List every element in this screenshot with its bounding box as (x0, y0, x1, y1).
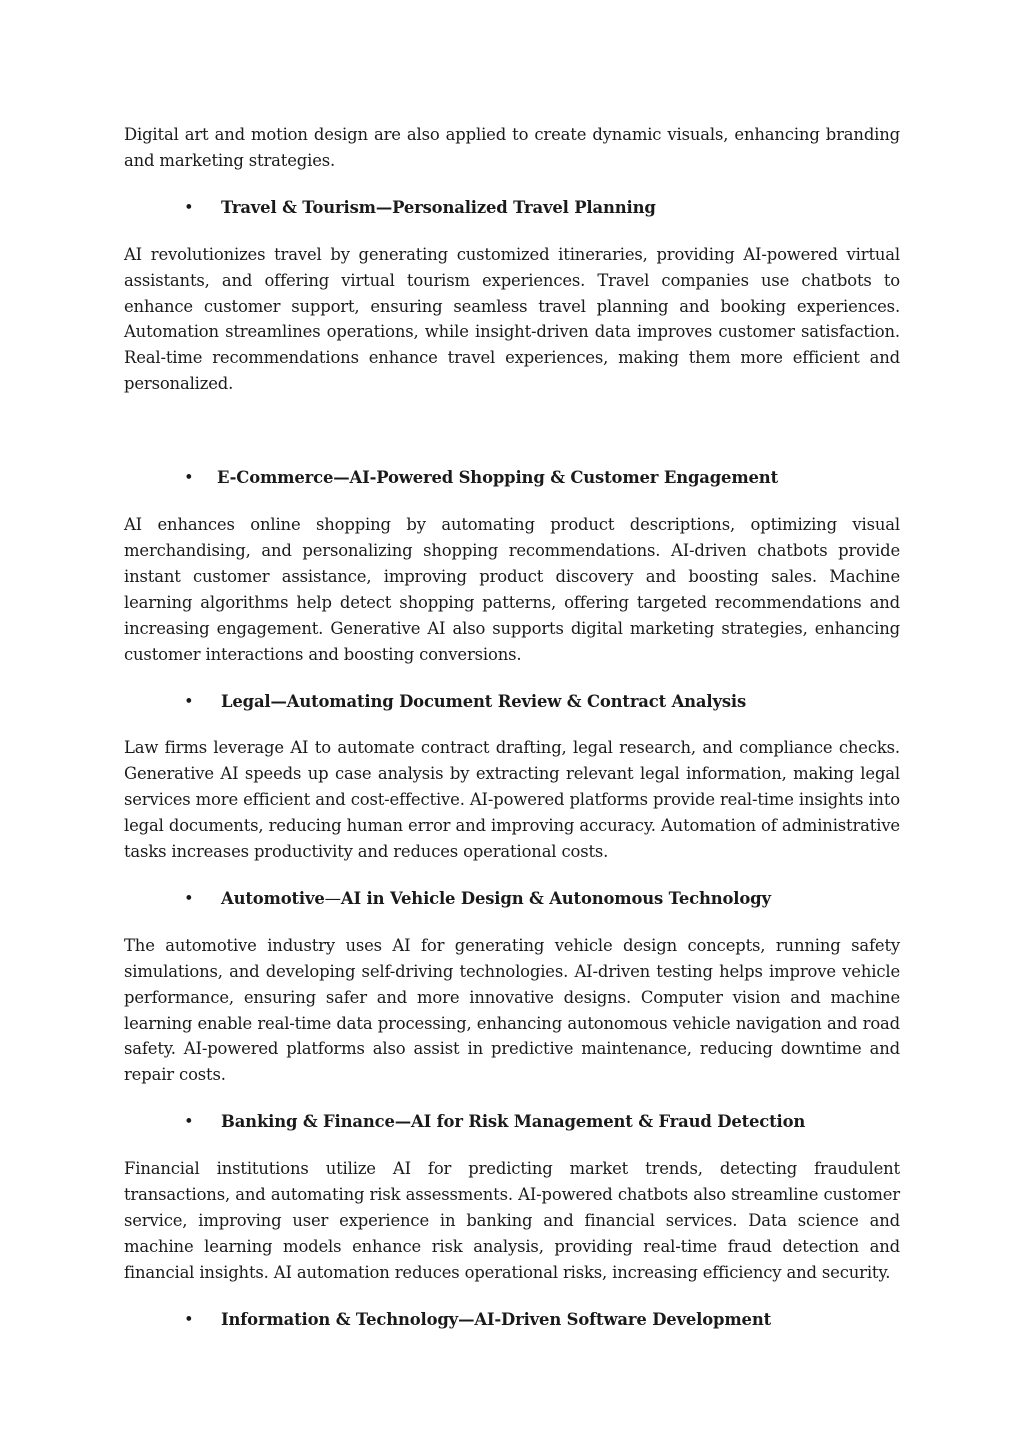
heading-dash: — (394, 1112, 411, 1132)
heading-dash: — (324, 888, 341, 908)
heading-title-start: Legal (221, 691, 271, 711)
bullet-icon: • (184, 468, 194, 488)
bullet-icon: • (184, 1112, 194, 1132)
document-page (124, 122, 900, 1333)
section-heading-banking (124, 1109, 900, 1135)
heading-dash: — (270, 691, 287, 711)
bullet-icon: • (184, 197, 194, 217)
heading-title-end: Personalized Travel Planning (392, 197, 656, 217)
heading-title-end: AI for Risk Management & Fraud Detection (411, 1112, 806, 1132)
section-body-ecommerce: AI enhances online shopping by automating product descriptions, optimizing visual merchandising, and personalizing shopping recommendations. AI-driven chatbots provide instant customer assistance, improving product discovery and boosting sales. Machine learning algorithms help detect shopping patterns, offering targeted recommendations and increasing engagement. Generative AI also supports digital marketing strategies, enhancing customer interactions and boosting conversions. (124, 515, 900, 664)
section-heading-legal (124, 689, 900, 715)
section-body-automotive: The automotive industry uses AI for generating vehicle design concepts, running safety simulations, and developing self-driving technologies. AI-driven testing helps improve vehicle performance, ensuring safer and more innovative designs. Computer vision and machine learning enable real-time data processing, enhancing autonomous vehicle navigation and road safety. AI-powered platforms also assist in predictive maintenance, reducing downtime and repair costs. (124, 935, 900, 1085)
section-body-banking: Financial institutions utilize AI for predicting market trends, detecting fraudulent transactions, and automating risk assessments. AI-powered chatbots also streamline customer service, improving user experience in banking and financial services. Data science and machine learning models enhance risk analysis, providing real-time fraud detection and financial insights. AI automation reduces operational risks, increasing efficiency and security. (124, 1159, 900, 1282)
bullet-icon: • (184, 691, 194, 711)
heading-dash: — (375, 197, 393, 217)
section-body-legal: Law firms leverage AI to automate contract drafting, legal research, and compliance checks. Generative AI speeds up case analysis by extracting relevant legal information, making legal services more efficient and cost-effective. AI-powered platforms provide real-time insights into legal documents, reducing human error and improving accuracy. Automation of administrative tasks increases productivity and reduces operational costs. (124, 738, 900, 862)
heading-title-end: AI in Vehicle Design & Autonomous Technology (340, 888, 771, 908)
heading-title-start: E-Commerce (217, 468, 334, 488)
bullet-icon: • (184, 1309, 194, 1329)
heading-title-start: Automotive (221, 888, 325, 908)
heading-title-end: Automating Document Review & Contract Analysis (286, 691, 747, 711)
section-heading-travel (124, 195, 900, 221)
section-heading-ecommerce (124, 465, 900, 491)
heading-title-end: AI-Powered Shopping & Customer Engagement (349, 468, 778, 488)
heading-title-start: Information & Technology (221, 1309, 459, 1329)
heading-title-start: Travel & Tourism (221, 197, 376, 217)
bullet-icon: • (184, 888, 194, 908)
section-body-travel: AI revolutionizes travel by generating customized itineraries, providing AI-powered virtual assistants, and offering virtual tourism experiences. Travel companies use chatbots to enhance customer support, ensuring seamless travel planning and booking experiences. Automation streamlines operations, while insight-driven data improves customer satisfaction. Real-time recommendations enhance travel experiences, making them more efficient and personalized. (124, 244, 900, 394)
heading-dash: — (333, 468, 350, 488)
section-heading-it (124, 1307, 900, 1333)
section-heading-automotive (124, 886, 900, 912)
heading-dash: — (458, 1309, 475, 1329)
heading-title-end: AI-Driven Software Development (474, 1309, 772, 1329)
intro-paragraph: Digital art and motion design are also applied to create dynamic visuals, enhancing branding and marketing strategies. (124, 125, 900, 170)
heading-title-start: Banking & Finance (221, 1112, 395, 1132)
